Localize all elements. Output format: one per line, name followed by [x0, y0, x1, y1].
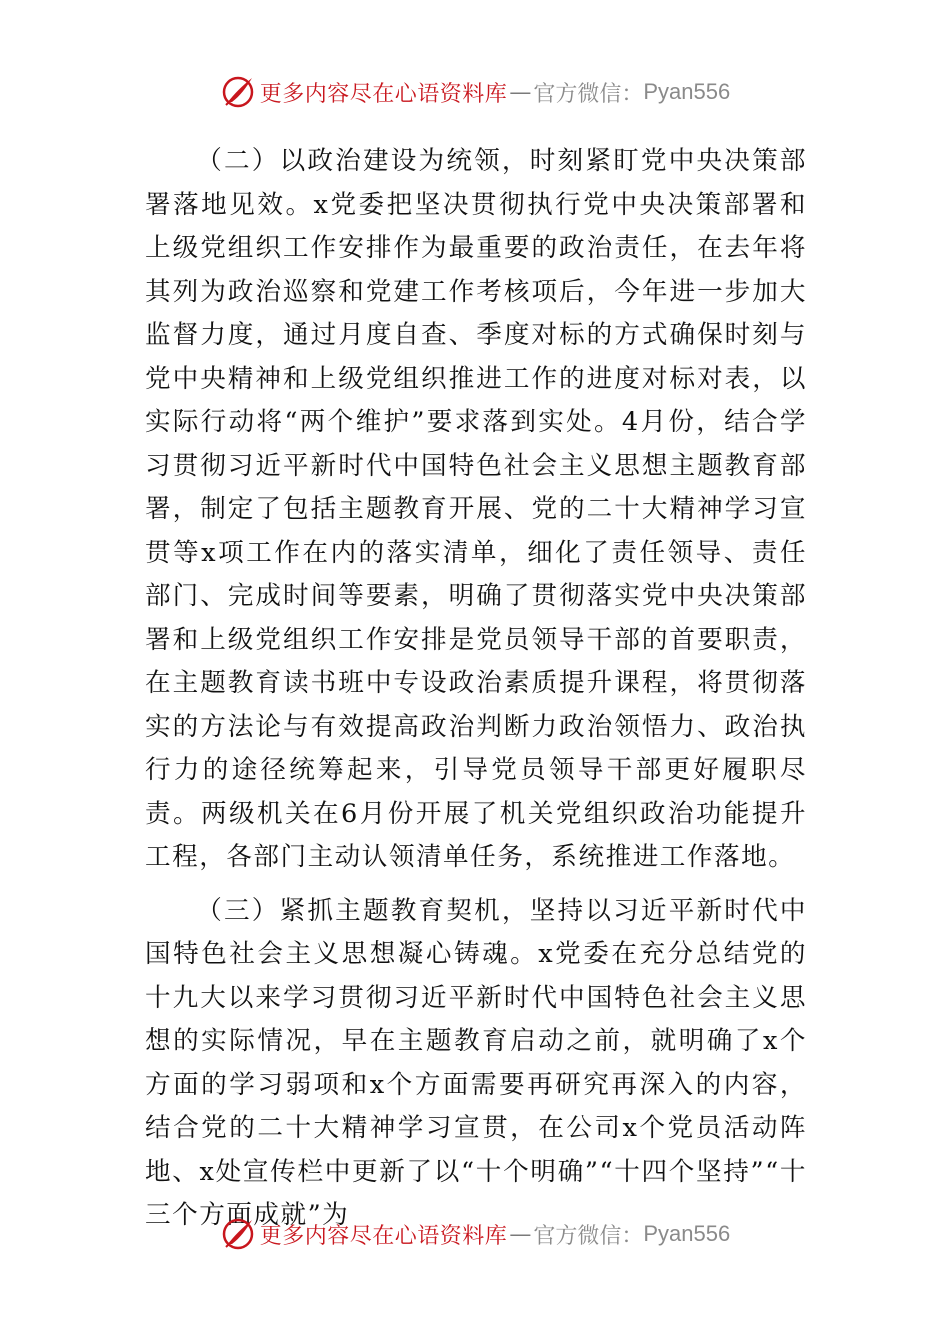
banner-wechat-label: 官方微信：	[533, 81, 644, 107]
footer-banner	[0, 1212, 950, 1256]
document-body	[145, 140, 807, 1238]
banner-site-text: 更多内容尽在心语资料库	[259, 1223, 508, 1249]
banner-wechat-id: Pyan556	[643, 1221, 731, 1246]
banner-wechat-id: Pyan556	[643, 79, 731, 104]
paragraph-section-3: （三）紧抓主题教育契机，坚持以习近平新时代中国特色社会主义思想凝心铸魂。x党委在充分总结党的十九大以来学习贯彻习近平新时代中国特色社会主义思想的实际情况，早在主题教育启动之前，就明确了x个方面的学习弱项和x个方面需要再研究再深入的内容，结合党的二十大精神学习宣贯，在公司x个党员活动阵地、x处宣传栏中更新了以“十个明确”“十四个坚持”“十三个方面成就”为	[145, 895, 807, 1230]
banner-separator: —	[509, 1221, 532, 1247]
header-banner	[0, 70, 950, 114]
feather-quill-logo-icon	[220, 74, 256, 110]
banner-separator: —	[509, 79, 532, 105]
banner-wechat-label: 官方微信：	[533, 1223, 644, 1249]
paragraph-section-2: （二）以政治建设为统领，时刻紧盯党中央决策部署落地见效。x党委把坚决贯彻执行党中央决策部署和上级党组织工作安排作为最重要的政治责任，在去年将其列为政治巡察和党建工作考核项后，今年进一步加大监督力度，通过月度自查、季度对标的方式确保时刻与党中央精神和上级党组织推进工作的进度对标对表，以实际行动将“两个维护”要求落到实处。4月份，结合学习贯彻习近平新时代中国特色社会主义思想主题教育部署，制定了包括主题教育开展、党的二十大精神学习宣贯等x项工作在内的落实清单，细化了责任领导、责任部门、完成时间等要素，明确了贯彻落实党中央决策部署和上级党组织工作安排是党员领导干部的首要职责，在主题教育读书班中专设政治素质提升课程，将贯彻落实的方法论与有效提高政治判断力政治领悟力、政治执行力的途径统筹起来，引导党员领导干部更好履职尽责。两级机关在6月份开展了机关党组织政治功能提升工程，各部门主动认领清单任务，系统推进工作落地。	[145, 146, 807, 872]
feather-quill-logo-icon	[220, 1216, 256, 1252]
banner-site-text: 更多内容尽在心语资料库	[259, 81, 508, 107]
